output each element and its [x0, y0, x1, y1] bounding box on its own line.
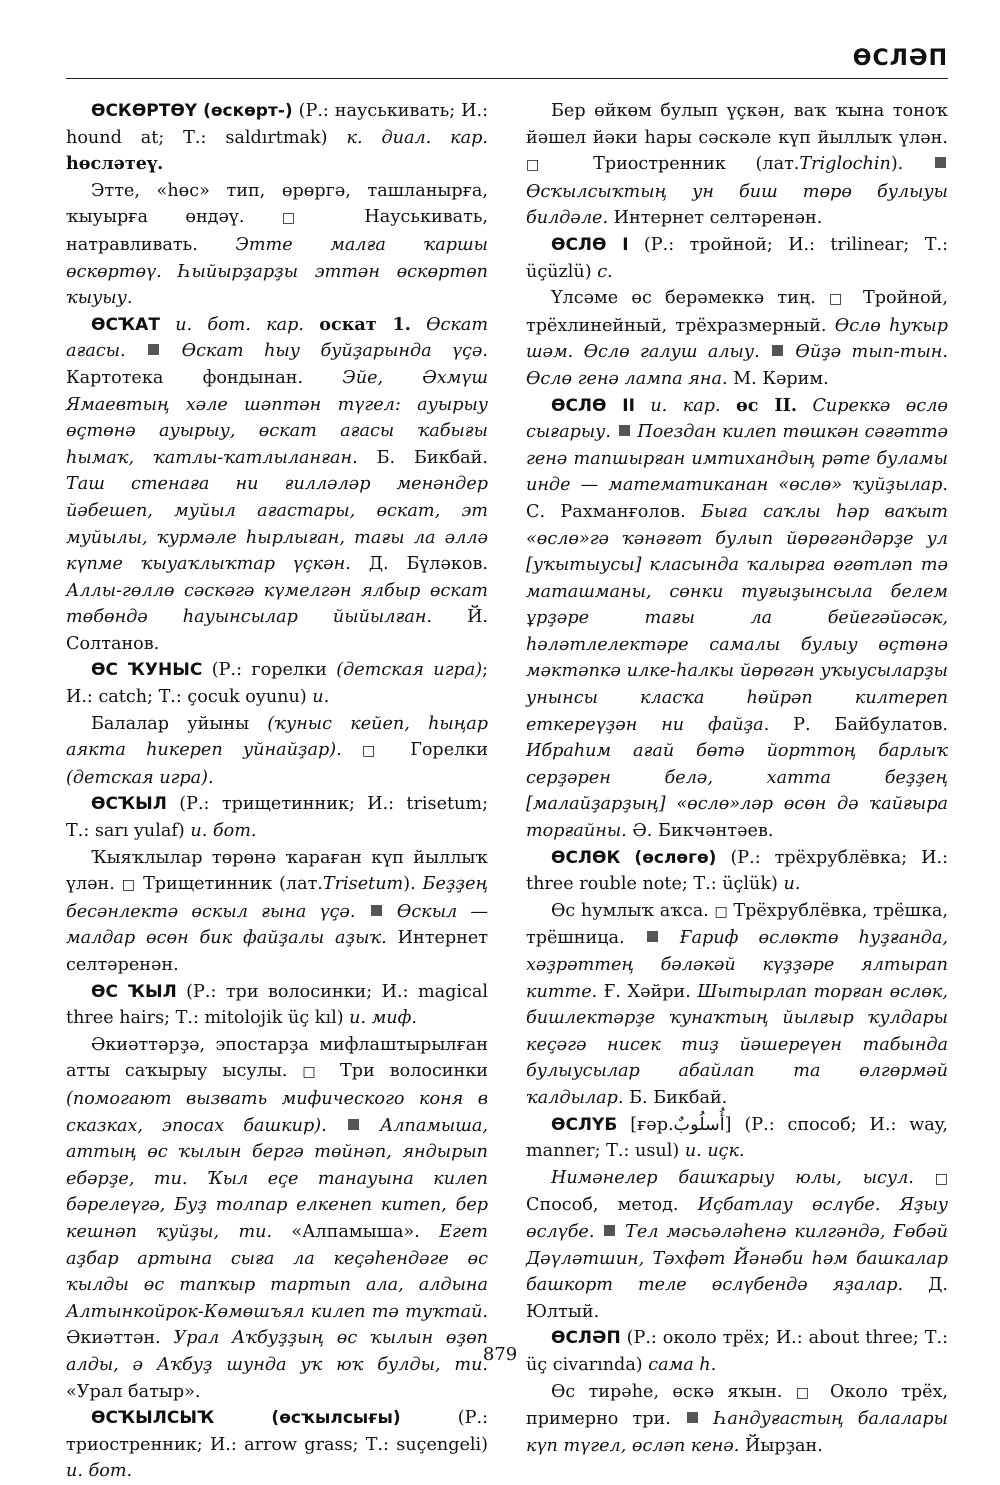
source: Й. Солтанов. [66, 607, 488, 654]
translation-box-icon: □ [361, 743, 390, 760]
example: Быға саҡлы һәр ваҡыт «өслө»гә ҡәнәғәт булып йөрөгәндәрҙе ул [уҡытыусы] класында ҡалырға өгөтләп тә маташманы, сөнки туғыҙынсыла белем ұрҙәре тағы ла бейегәйәсәк, һәләтлелектәре самалы булыу өҫтөнә мәктәпкә илке-һалкы йөрөгән уҡыусыларҙы унынсы класҡа һөйрәп килтереп еткереүҙән ни файҙа. [526, 501, 948, 735]
example: Өскат ағасы. [66, 314, 489, 362]
entry-oslok [526, 845, 948, 898]
source: С. Рахманғолов. [526, 501, 686, 522]
entry-oskat [66, 312, 488, 658]
source: Д. Бүләков. [368, 554, 488, 575]
grammar-label: с. [597, 261, 613, 282]
grammar-label: и. иҫк. [684, 1141, 745, 1162]
header-rule [66, 78, 948, 79]
translation: Способ, метод. [526, 1195, 679, 1216]
example: Өйҙә тып-тын. Өслө генә лампа яна. [526, 342, 948, 389]
translation: ). [403, 874, 416, 895]
example-marker-icon [935, 157, 946, 168]
definition-text: Өс һумлыҡ аҡса. [551, 900, 709, 921]
translation: Тройной, трёхлинейный, трёхразмерный. [526, 288, 949, 336]
translation-box-icon: □ [281, 210, 327, 227]
translation-box-icon: □ [714, 903, 728, 920]
example: Тел мәсьәләһенә килгәндә, Ғөбәй Дәүләтшин, Тәхфәт Йәнәби һәм башкалар башкорт теле өслүбендә яҙалар. [526, 1221, 949, 1296]
example-marker-icon [348, 1119, 359, 1130]
example: Өскыл — малдар өсөн бик файҙалы аҙыҡ. [66, 901, 489, 949]
headword-variant: (өсҡылсығы) [271, 1408, 401, 1429]
definition [66, 711, 488, 792]
definition-text: Нимәнелер башҡарыу юлы, ысул. [551, 1167, 914, 1188]
definition [66, 178, 488, 312]
translation: Горелки [410, 740, 489, 761]
source: Ә. Бикчәнтәев. [632, 821, 774, 842]
example: Өскат һыу буйҙарында үҫә. [181, 341, 489, 362]
headword: ӨСҠЫЛ [91, 794, 167, 815]
headword: ӨС ҠЫЛ [91, 981, 177, 1002]
definition-text: Балалар уйыны [91, 713, 250, 734]
source: Б. Бикбай. [629, 1087, 728, 1108]
definition-text: Бер өйкөм булып үҫкән, ваҡ ҡына тоноҡ йәшел йәки һары сәскәле күп йыллыҡ үлән. [526, 101, 948, 148]
example-marker-icon [148, 344, 159, 355]
entry-oskyl [66, 791, 488, 844]
example-marker-icon [647, 931, 658, 942]
cross-reference: оскат 1. [319, 313, 411, 335]
grammar-label: и. миф. [349, 1008, 417, 1029]
source: Р. Байбулатов. [793, 714, 948, 735]
entry-meta: (Р.: трищетинник; И.: trisetum; Т.: sarı yulaf) [66, 794, 488, 842]
headword: ӨСҠЫЛСЫҠ [91, 1408, 215, 1429]
example: Алпамыша, аттың өс ҡылын бергә төйнәп, яндырып ебәрҙе, ти. Ҡыл еҫе танауына килеп бәрелеүгә, Буҙ толпар елкенеп китеп, бер кешнәп ҡуйҙы, ти. [66, 1115, 489, 1242]
translation-note: (детская игра). [66, 767, 214, 788]
source: Әкиәттән. [66, 1328, 161, 1349]
example: Өсҡылсыҡтың ун биш төрө булыуы билдәле. [526, 181, 948, 229]
example: Беҙҙең бесәнлектә өскыл ғына үҫә. [66, 874, 489, 922]
entry-meta: (Р.: способ; И.: way, manner; Т.: usul) [526, 1114, 948, 1162]
definition-note: (ҡуныс кейеп, һыңар аякта һикереп уйнайҙар). [66, 713, 489, 761]
example: Поездан килеп төшкән сәғәттә генә тапшырған имтихандың рәте буламы инде — математиканан «өслө» ҡуйҙылар. [526, 422, 948, 496]
example: Шытырлап торған өслөк, бишлектәрҙе ҡунаҡтың йылғыр ҡулдары кеҫәгә нисек тиҙ йәшереүен табында булыусылар абайлап та өлгөрмәй ҡалдылар. [526, 981, 948, 1108]
headword-variant: (өскөрт-) [203, 101, 293, 121]
headword: ӨСЛҮБ [551, 1114, 618, 1135]
grammar-label: и. [783, 874, 801, 895]
translation-note: (помогают вызвать мифического коня в сказках, эпосах башкир). [66, 1088, 488, 1136]
right-column [526, 98, 948, 1459]
example: Иҫбатлау өслүбе. Яҙыу өслүбе. [526, 1195, 949, 1242]
example-marker-icon [604, 1225, 615, 1236]
source: Интернет селтәренән. [66, 928, 488, 975]
headword: ӨСЛӨ II [551, 395, 635, 416]
page-number: 879 [482, 1344, 518, 1365]
entry-meta: (Р.: триостренник; И.: arrow grass; Т.: suçengeli) [66, 1408, 489, 1455]
definition-text: Үлсәме өс берәмеккә тиң. [551, 288, 816, 309]
entry-oslub [526, 1112, 948, 1165]
latin-name: Triglochin [799, 154, 891, 175]
running-head: ӨСЛӘП [852, 46, 948, 71]
source: Б. Бикбай. [376, 447, 488, 468]
headword: ӨСЛӨК [551, 847, 621, 868]
example: Этте малға ҡаршы өскөртөү. Һыйырҙарҙы эттән өскөртөп ҡыуыу. [66, 234, 488, 309]
source: «Урал батыр». [66, 1381, 201, 1402]
entry-meta: (Р.: три волосинки; И.: magical three hairs; Т.: mitolojik üç kıl) [66, 981, 489, 1029]
definition-text: Әкиәттәрҙә, эпостарҙа мифлаштырылған атты саҡырыу ысулы. [66, 1034, 488, 1082]
headword: ӨС ҠУНЫС [91, 660, 203, 681]
source: Д. Юлтый. [526, 1275, 948, 1322]
entry-meta: (Р.: трёхрублёвка; И.: three rouble note; Т.: üçlük) [526, 847, 948, 895]
source: Ғ. Хәйри. [603, 981, 691, 1002]
grammar-label: и. бот. кар. [175, 314, 305, 335]
example: Таш стенаға ни ғилләләр менәндер йәбешеп, муйыл ағастары, өскат, эт муйылы, ҡурмәле һырлыған, тағы ла әллә күпме ҡыуаҡлыҡтар үҫкән. [66, 474, 488, 575]
example: Өслө һуҡыр шәм. Өслө галуш алыу. [526, 315, 948, 363]
example: Урал Аҡбуҙҙың өс ҡылын өҙөп алды, ә Аҡбуҙ шунда уҡ юҡ булды, ти. [66, 1328, 488, 1375]
source: Интернет селтәренән. [613, 208, 823, 229]
definition [526, 285, 948, 392]
definition-text: Ҡыяҡлылар төрөнә ҡараған күп йыллыҡ үлән. [66, 847, 488, 895]
example: Ғариф өслөктө һуҙғанда, хәҙрәттең бәләкәй күҙҙәре ялтырап китте. [526, 928, 949, 1002]
definition-text: Өс тирәһе, өскә яҡын. [551, 1381, 783, 1402]
example: Ибраһим ағай бөтә йорттоң барлыҡ серҙәрен белә, хатта беҙҙең [малайҙарҙың] «өслө»ләр өсөн дә ҡайғыра торғайны. [526, 741, 948, 842]
translation: Около трёх, примерно три. [526, 1381, 949, 1430]
translation: Три волосинки [340, 1061, 488, 1082]
translation: Трёхрублёвка, трёшка, трёшница. [526, 900, 948, 949]
translation-box-icon: □ [828, 291, 850, 308]
definition [66, 845, 488, 979]
definition [526, 98, 948, 232]
entry-meta: (Р.: около трёх; И.: about three; Т.: üç civarında) [526, 1328, 948, 1375]
left-column [66, 98, 488, 1485]
entry-oslo-1 [526, 232, 948, 285]
source: Картотека фондынан. [66, 367, 304, 388]
entry-meta: ; И.: catch; Т.: çocuk oyunu) [66, 660, 489, 708]
grammar-label: и. кар. [650, 395, 721, 416]
cross-reference: hөсләтеү. [66, 153, 164, 175]
headword-variant: (өслөгө) [634, 847, 717, 868]
definition [526, 1379, 948, 1460]
example: Аллы-гөллө сәскәгә күмелгән ялбыр өскат төбөндә һауынсылар йыйылған. [66, 580, 488, 628]
translation-box-icon: □ [934, 1170, 949, 1187]
entry-meta-note: (детская игра) [336, 660, 483, 681]
translation-box-icon: □ [121, 877, 137, 894]
arabic-word: أُسلُوبٌ [673, 1114, 725, 1135]
translation-box-icon: □ [526, 157, 564, 174]
etymology: ] [724, 1114, 732, 1135]
headword: ӨСЛӨ I [551, 234, 629, 255]
translation: Триостренник (лат. [593, 154, 800, 175]
entry-oslo-2 [526, 393, 948, 845]
headword: ӨСҠАТ [91, 314, 160, 335]
example-marker-icon [772, 345, 783, 356]
example: Егет аҙбар артына сыға ла кеҫәһендәге өс ҡылды өс тапҡыр тартып ала, алдына Алтынкойрок-Көмөшъял килеп тә туҡтай. [66, 1221, 488, 1322]
translation: Науськивать, натравливать. [66, 207, 488, 255]
example: Сиреккә өслө сығарыу. [526, 395, 948, 443]
grammar-label: и. [312, 687, 330, 708]
example-marker-icon [619, 425, 630, 436]
example: Һандуғастың балалары күп түгел, өсләп кенә. [526, 1409, 948, 1456]
grammar-label: сама h. [648, 1354, 717, 1375]
example-marker-icon [371, 905, 382, 916]
grammar-label: и. бот. [66, 1461, 133, 1482]
entry-os-kyl [66, 979, 488, 1032]
etymology: [ғәр. [630, 1114, 674, 1135]
source: «Алпамыша». [291, 1221, 420, 1242]
definition-text: Этте, «hөс» тип, өрөргә, ташланырға, ҡыуырға өндәү. [66, 180, 488, 228]
entry-oskortou [66, 98, 488, 178]
entry-oskylsyk [66, 1405, 488, 1485]
grammar-label: к. диал. кар. [346, 127, 489, 148]
definition [526, 1165, 948, 1326]
translation: Трищетинник (лат. [143, 874, 323, 895]
latin-name: Trisetum [322, 874, 404, 895]
translation: ). [890, 154, 904, 175]
example: Эйе, Әхмүш Ямаевтың хәле шәптән түгел: ауырыу өҫтөнә ауырыу, өскат ағасы ҡабығы һымаҡ, ҡатлы-ҡатлыланған. [66, 367, 488, 468]
entry-meta: (Р.: науськивать; И.: hound at; Т.: saldırtmak) [66, 101, 488, 148]
grammar-label: и. бот. [190, 821, 257, 842]
entry-meta: (Р.: горелки [211, 660, 327, 681]
definition [526, 898, 948, 1112]
entry-meta: (Р.: тройной; И.: trilinear; Т.: üçüzlü) [526, 234, 948, 282]
entry-os-kunys [66, 657, 488, 710]
translation-box-icon: □ [302, 1064, 326, 1081]
translation-box-icon: □ [795, 1384, 817, 1401]
headword: ӨСЛӘП [551, 1328, 621, 1349]
source: М. Кәрим. [733, 368, 829, 389]
source: Йырҙан. [744, 1435, 823, 1456]
cross-reference: өс II. [736, 394, 797, 416]
example-marker-icon [687, 1412, 698, 1423]
headword: ӨСКӨРТӨҮ [91, 101, 198, 121]
